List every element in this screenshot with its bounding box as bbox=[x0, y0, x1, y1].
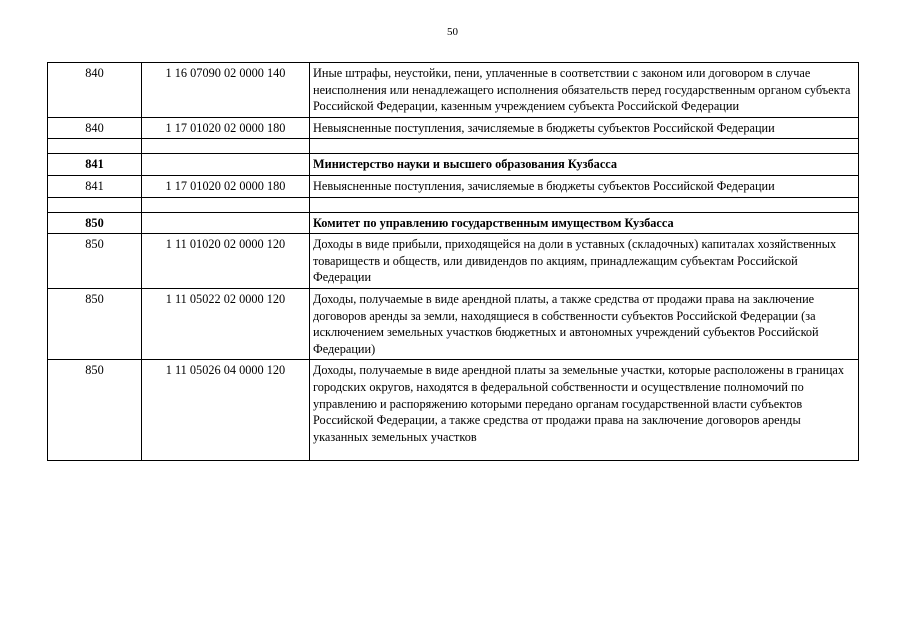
spacer-cell bbox=[48, 139, 142, 154]
table-row bbox=[48, 175, 859, 197]
admin-code-cell: 850 bbox=[48, 360, 142, 461]
spacer-cell bbox=[310, 139, 859, 154]
description-cell: Доходы, получаемые в виде арендной платы, а также средства от продажи права на заключение договоров аренды за земли, находящиеся в собственности субъектов Российской Федерации (за исключением земельных участков бюджетных и автономных учреждений субъектов Российской Федерации) bbox=[310, 288, 859, 359]
budget-code-cell: 1 17 01020 02 0000 180 bbox=[142, 175, 310, 197]
budget-code-cell bbox=[142, 154, 310, 176]
budget-code-cell: 1 11 05022 02 0000 120 bbox=[142, 288, 310, 359]
table-row bbox=[48, 234, 859, 289]
description-cell: Невыясненные поступления, зачисляемые в бюджеты субъектов Российской Федерации bbox=[310, 175, 859, 197]
table-row bbox=[48, 288, 859, 359]
table-body bbox=[48, 63, 859, 461]
description-cell: Доходы в виде прибыли, приходящейся на доли в уставных (складочных) капиталах хозяйственных товариществ и обществ, или дивидендов по акциям, принадлежащим субъектам Российской Федерации bbox=[310, 234, 859, 289]
spacer-cell bbox=[48, 197, 142, 212]
spacer-cell bbox=[142, 197, 310, 212]
budget-code-cell: 1 17 01020 02 0000 180 bbox=[142, 117, 310, 139]
table-row bbox=[48, 360, 859, 461]
spacer-row bbox=[48, 139, 859, 154]
revenue-codes-table bbox=[47, 62, 859, 461]
page-number: 50 bbox=[447, 26, 458, 38]
description-cell: Невыясненные поступления, зачисляемые в бюджеты субъектов Российской Федерации bbox=[310, 117, 859, 139]
description-cell: Министерство науки и высшего образования Кузбасса bbox=[310, 154, 859, 176]
spacer-row bbox=[48, 197, 859, 212]
admin-code-cell: 840 bbox=[48, 117, 142, 139]
section-header-row bbox=[48, 212, 859, 234]
budget-code-cell: 1 16 07090 02 0000 140 bbox=[142, 63, 310, 118]
section-header-row bbox=[48, 154, 859, 176]
admin-code-cell: 841 bbox=[48, 175, 142, 197]
admin-code-cell: 850 bbox=[48, 234, 142, 289]
admin-code-cell: 841 bbox=[48, 154, 142, 176]
table-row bbox=[48, 63, 859, 118]
description-cell: Доходы, получаемые в виде арендной платы за земельные участки, которые расположены в границах городских округов, находятся в федеральной собственности и осуществление полномочий по управлению и распоряжению которыми передано органам государственной власти субъектов Российской Федерации, а также средства от продажи права на заключение договоров аренды указанных земельных участков bbox=[310, 360, 859, 461]
description-cell: Иные штрафы, неустойки, пени, уплаченные в соответствии с законом или договором в случае неисполнения или ненадлежащего исполнения обязательств перед государственным органом субъекта Российской Федерации, казенным учреждением субъекта Российской Федерации bbox=[310, 63, 859, 118]
admin-code-cell: 850 bbox=[48, 212, 142, 234]
budget-code-cell: 1 11 01020 02 0000 120 bbox=[142, 234, 310, 289]
admin-code-cell: 840 bbox=[48, 63, 142, 118]
table-row bbox=[48, 117, 859, 139]
budget-code-cell bbox=[142, 212, 310, 234]
description-cell: Комитет по управлению государственным имуществом Кузбасса bbox=[310, 212, 859, 234]
admin-code-cell: 850 bbox=[48, 288, 142, 359]
spacer-cell bbox=[310, 197, 859, 212]
budget-code-cell: 1 11 05026 04 0000 120 bbox=[142, 360, 310, 461]
spacer-cell bbox=[142, 139, 310, 154]
